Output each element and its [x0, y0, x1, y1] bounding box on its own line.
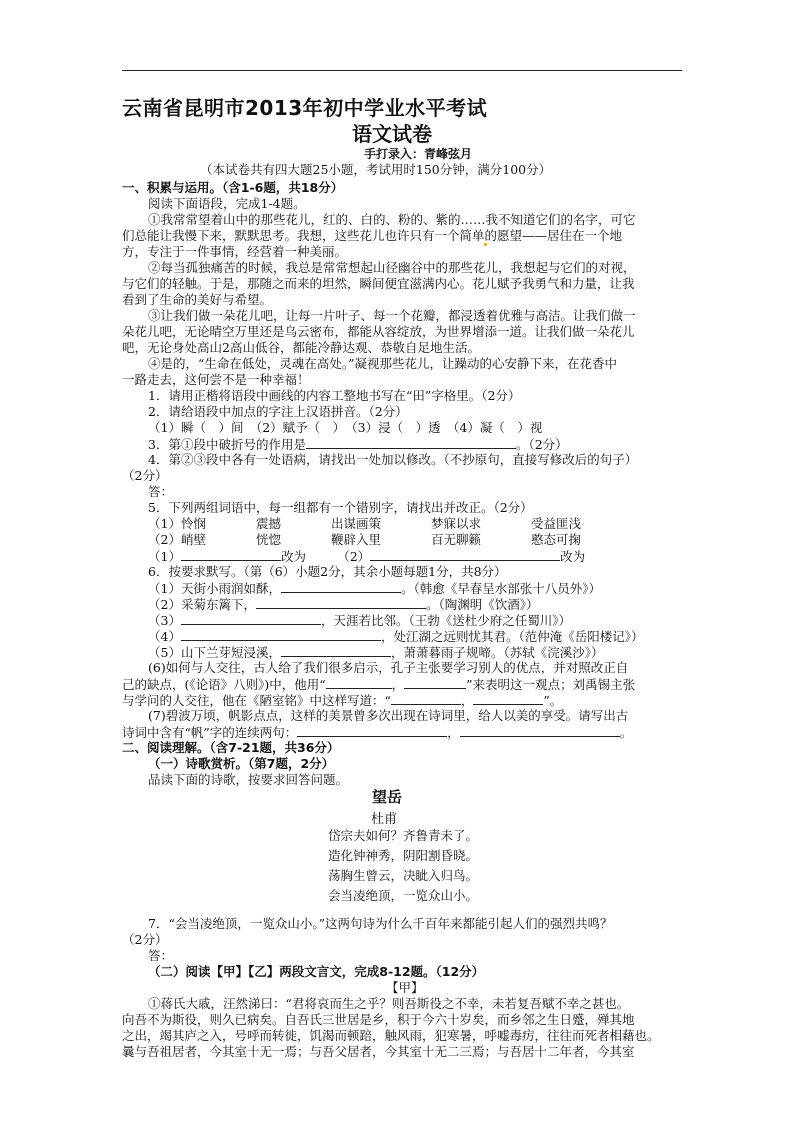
- text-line: [148, 404, 408, 420]
- line-text: 7．“会当凌绝顶，一览众山小。”这两句诗为什么千百年来都能引起人们的强烈共鸣？: [148, 916, 613, 931]
- line-text: 吧，无论身处高山2高山低谷，都能冷静达观、恭敬自足地生活。: [122, 340, 480, 355]
- text-line: [148, 388, 520, 404]
- text-line: [148, 532, 581, 548]
- line-text: 答：: [148, 948, 174, 963]
- poem-line: 岱宗夫如何？齐鲁青未了。: [328, 828, 479, 843]
- poem-line: 荡胸生曾云，决眦入归鸟。: [328, 868, 479, 883]
- line-text: （2）峭壁 恍惚 鞭辟入里 百无聊籁 憨态可掬: [148, 532, 581, 547]
- line-text: （2）采菊东篱下，: [148, 597, 256, 612]
- text-line: [148, 212, 636, 228]
- line-text: ③让我们做一朵花儿吧，让每一片叶子、每一个花瓣，都浸透着优雅与高洁。让我们做一: [148, 308, 636, 323]
- text-line: [148, 996, 629, 1012]
- line-text: 一路走去，这何尝不是一种幸福！: [122, 372, 310, 387]
- line-text: 。（韩愈《早春呈水部张十八员外》）: [400, 581, 601, 596]
- line-text: 5．下列两组词语中，每一组都有一个错别字，请找出并改正。（2分）: [148, 500, 533, 515]
- text-line: [386, 980, 424, 996]
- text-line: [148, 948, 173, 964]
- text-line: [122, 468, 167, 484]
- text-line: [148, 420, 542, 436]
- answer-blank[interactable]: [256, 596, 426, 609]
- answer-blank[interactable]: [404, 676, 466, 689]
- line-text: 阅读下面语段，完成1-4题。: [148, 196, 306, 211]
- answer-blank[interactable]: [473, 692, 543, 705]
- poem-author: 杜甫: [371, 812, 398, 827]
- line-text: 。（2分）: [515, 437, 568, 452]
- text-line: [122, 724, 632, 741]
- text-line: [148, 564, 507, 580]
- line-text: 之出，竭其庐之入，号呼而转徙，饥渴而顿踣，触风雨，犯寒暑，呼嘘毒疠，往往而死者相藉也。: [122, 1028, 660, 1043]
- line-text: (7)碧波万顷，帆影点点，这样的美景曾多次出现在诗词里，给人以美的享受。请写出古: [148, 708, 629, 723]
- typist-credit: 手打录入：青峰弦月: [364, 147, 473, 161]
- line-text: 。（陶渊明《饮酒》）: [425, 597, 539, 612]
- annotation-dot: [484, 243, 487, 246]
- line-text: 改为: [560, 549, 586, 564]
- line-text: ，: [447, 725, 460, 740]
- line-text: (6)如何与人交往，古人给了我们很多启示，孔子主张要学习别人的优点，并对照改正自: [148, 660, 629, 675]
- line-text: 看到了生命的美好与希望。: [122, 292, 273, 307]
- line-text: （4）: [148, 629, 181, 644]
- line-text: ，天涯若比邻。（王勃《送杜少府之任蜀川》）: [320, 613, 571, 628]
- line-text: （1）瞬（ ）间 （2）赋予（ ） （3）浸（ ）透 （4）凝（ ）视: [148, 420, 543, 435]
- text-line: [148, 660, 628, 676]
- answer-blank[interactable]: [281, 580, 401, 593]
- text-line: [148, 964, 484, 980]
- line-text: 方，专注于一件事情，经营着一种美丽。: [122, 244, 348, 259]
- line-text: ，处江湖之远则忧其君。（范仲淹《岳阳楼记》）: [380, 629, 644, 644]
- text-line: [148, 260, 636, 276]
- poem-title: 望岳: [372, 788, 403, 806]
- line-text: 朵花儿吧，无论晴空万里还是乌云密布，都能从容绽放，为世界增添一道。让我们做一朵花儿: [122, 324, 635, 339]
- line-text: （1）天街小雨润如酥，: [148, 581, 281, 596]
- text-line: [148, 436, 568, 453]
- exam-subtitle: 语文试卷: [352, 122, 432, 146]
- line-text: 4．第②③段中各有一处语病，请找出一处加以修改。（不抄原句，直接写修改后的句子）: [148, 452, 638, 467]
- text-line: [122, 676, 635, 693]
- line-text: 3．第①段中破折号的作用是: [148, 437, 306, 452]
- line-text: （1）: [148, 549, 181, 564]
- line-text: ，萧萧暮雨子规啼。（苏轼《浣溪沙》）: [390, 645, 604, 660]
- answer-blank[interactable]: [297, 724, 447, 737]
- answer-blank[interactable]: [281, 644, 391, 657]
- text-line: [148, 612, 571, 629]
- line-text: 品读下面的诗歌，按要求回答问题。: [148, 772, 349, 787]
- text-line: [148, 356, 617, 372]
- poem-line: 会当凌绝顶，一览众山小。: [328, 888, 479, 903]
- text-line: [148, 500, 533, 516]
- text-line: [122, 1028, 660, 1044]
- answer-blank[interactable]: [470, 548, 560, 561]
- line-text: 二、阅读理解。（含7-21题，共36分）: [122, 740, 340, 755]
- answer-blank[interactable]: [181, 548, 281, 561]
- line-text: 与它们的轻触。于是，那随之而来的坦然，瞬间便宜滋满内心。花儿赋予我勇气和力量，让我: [122, 276, 635, 291]
- text-line: [122, 244, 347, 260]
- answer-blank[interactable]: [306, 436, 516, 449]
- line-text: 曩与吾祖居者，今其室十无一焉；与吾父居者，今其室十无二三焉；与吾居十二年者，今其室: [122, 1044, 635, 1059]
- text-line: [122, 932, 167, 948]
- text-line: [122, 740, 339, 756]
- text-line: [122, 276, 635, 292]
- line-text: 己的缺点，(《论语》八则》)中，他用“: [122, 677, 326, 692]
- line-text: ②每当孤独痛苦的时候，我总是常常想起山径幽谷中的那些花儿，我想起与它们的对视，: [148, 260, 636, 275]
- line-text: （二）阅读【甲】【乙】两段文言文，完成8-12题。（12分）: [148, 964, 485, 979]
- line-text: （5）山下兰芽短浸溪，: [148, 645, 281, 660]
- line-text: （2）: [305, 549, 371, 564]
- answer-blank[interactable]: [370, 548, 470, 561]
- exam-note: （本试卷共有四大题25小题，考试用时150分钟，满分100分）: [200, 162, 552, 177]
- text-line: [122, 1044, 635, 1060]
- line-text: （2分）: [122, 468, 168, 483]
- line-text: 1．请用正楷将语段中画线的内容工整地书写在“田”字格里。（2分）: [148, 388, 521, 403]
- line-text: （2分）: [122, 932, 168, 947]
- line-text: ”来表明这一观点；刘禹锡主张: [466, 677, 636, 692]
- text-line: [148, 452, 637, 468]
- line-text: （3）: [148, 613, 181, 628]
- text-line: [148, 308, 636, 324]
- line-text: 答：: [148, 484, 174, 499]
- exam-title: 云南省昆明市2013年初中学业水平考试: [122, 96, 488, 120]
- answer-blank[interactable]: [181, 628, 381, 641]
- line-text: 。: [619, 725, 633, 740]
- answer-blank[interactable]: [460, 724, 620, 737]
- poem-line: 造化钟神秀，阴阳割昏晓。: [328, 848, 479, 863]
- text-line: [148, 516, 581, 532]
- text-line: [122, 372, 310, 388]
- text-line: [122, 228, 622, 244]
- line-text: （一）诗歌赏析。（第7题，2分）: [148, 756, 335, 771]
- line-text: 向吾不为斯役，则久已病矣。自吾氏三世居是乡，积于今六十岁矣，而乡邻之生日蹙，殚其地: [122, 1012, 635, 1027]
- line-text: ①我常常望着山中的那些花儿，红的、白的、粉的、紫的……我不知道它们的名字，可它: [148, 212, 636, 227]
- line-text: ，: [460, 693, 474, 708]
- text-line: [148, 644, 603, 661]
- text-line: [148, 628, 643, 645]
- text-line: [148, 756, 334, 772]
- text-line: [148, 708, 628, 724]
- answer-blank[interactable]: [181, 612, 321, 625]
- text-line: [122, 292, 272, 308]
- answer-blank[interactable]: [391, 692, 461, 705]
- line-text: ④是的，“生命在低处，灵魂在高处。”凝视那些花儿，让躁动的心安静下来，在花香中: [148, 356, 618, 371]
- line-text: 2．请给语段中加点的字注上汉语拼音。（2分）: [148, 404, 408, 419]
- text-line: [122, 1012, 635, 1028]
- line-text: 【甲】: [386, 980, 424, 995]
- text-line: [148, 772, 348, 788]
- text-line: [148, 580, 601, 597]
- text-line: [122, 324, 635, 340]
- text-line: [148, 548, 585, 565]
- line-text: （1）怜悯 震撼 出谋画策 梦寐以求 受益匪浅: [148, 516, 581, 531]
- text-line: [148, 196, 306, 212]
- text-line: [122, 180, 343, 196]
- line-text: 一、积累与运用。（含1-6题，共18分）: [122, 180, 344, 195]
- line-text: ①蒋氏大戚，汪然涕曰：“君将哀而生之乎？则吾斯役之不幸，未若复吾赋不幸之甚也。: [148, 996, 630, 1011]
- text-line: [122, 692, 562, 709]
- line-text: 们总能让我慢下来，默默思考。我想，这些花儿也许只有一个简单的愿望——居住在一个地: [122, 228, 623, 243]
- line-text: 与学问的人交往，他在《陋室铭》中这样写道：“: [122, 693, 391, 708]
- line-text: ”。: [543, 693, 563, 708]
- line-text: ，: [391, 677, 405, 692]
- text-line: [122, 340, 480, 356]
- top-rule: [122, 70, 682, 71]
- answer-blank[interactable]: [326, 676, 392, 689]
- line-text: 诗词中含有“帆”字的连续两句：: [122, 725, 298, 740]
- text-line: [148, 916, 613, 932]
- text-line: [148, 484, 173, 500]
- line-text: 6．按要求默写。（第（6）小题2分，其余小题每题1分，共8分）: [148, 564, 507, 579]
- text-line: [148, 596, 538, 613]
- line-text: 改为: [280, 549, 306, 564]
